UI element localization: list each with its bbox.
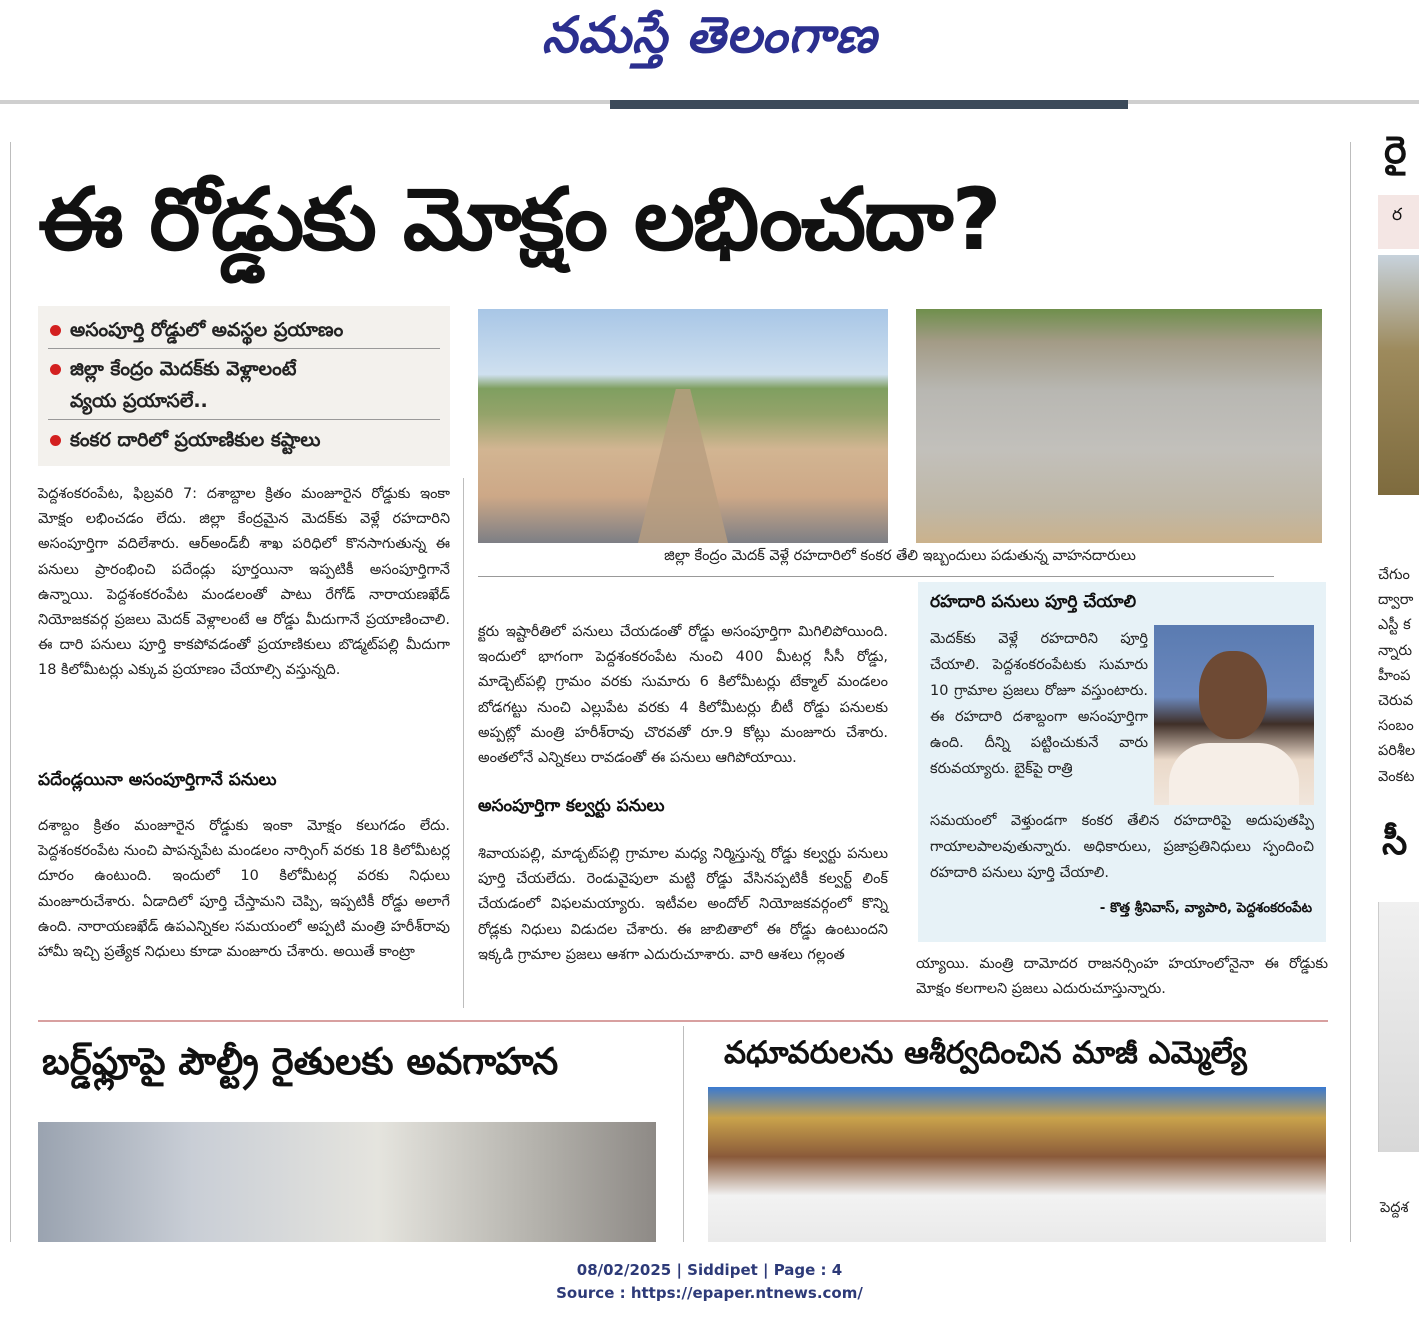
highlight-item: జిల్లా కేంద్రం మెదక్‌కు వెళ్లాలంటే వ్యయ ప్రయాసలే.. bbox=[48, 353, 440, 420]
article-subhead-1: పదేండ్లయినా అసంపూర్తిగానే పనులు bbox=[38, 770, 277, 790]
side-section-headline: సీ bbox=[1382, 822, 1408, 863]
highlight-item: అసంపూర్తి రోడ్డులో అవస్థల ప్రయాణం bbox=[48, 314, 440, 349]
newspaper-page bbox=[0, 110, 1419, 1242]
article-subhead-2: అసంపూర్తిగా కల్వర్టు పనులు bbox=[478, 796, 665, 816]
highlights-box bbox=[38, 306, 450, 466]
newspaper-logo: నమస్తే తెలంగాణ bbox=[541, 6, 878, 64]
face-shape bbox=[1199, 651, 1267, 739]
masthead bbox=[0, 0, 1419, 110]
side-photo bbox=[1378, 255, 1419, 495]
highlight-item: కంకర దారిలో ప్రయాణికుల కష్టాలు bbox=[48, 424, 440, 458]
adjacent-column bbox=[1352, 110, 1419, 1242]
article-column-3-para: య్యాయి. మంత్రి దామోదర రాజనర్సింహ హయాంలోనైనా ఈ రోడ్డుకు మోక్షం కలగాలని ప్రజలు ఎదురుచూస్తున్నారు. bbox=[916, 956, 1328, 998]
section-divider bbox=[38, 1020, 1328, 1022]
article-headline: ఈ రోడ్డుకు మోక్షం లభించదా? bbox=[38, 170, 1000, 270]
page-footer bbox=[0, 1242, 1419, 1323]
shirt-shape bbox=[1169, 743, 1299, 805]
bullet-icon bbox=[50, 364, 61, 375]
masthead-accent-bar bbox=[610, 100, 1128, 109]
left-border bbox=[10, 142, 11, 1242]
article-column-1-para-2: దశాబ్దం క్రితం మంజూరైన రోడ్డుకు ఇంకా మోక్షం కలుగడం లేదు. పెద్దశంకరంపేట నుంచి పాపన్నపేట మండలం నార్సింగ్ వరకు 18 కిలోమీటర్ల దూరం ఉంటుంది. ఇందులో 10 కిలోమీటర్ల వరకు నిధులు మంజూరుచేశారు. ఏడాదిలో పూర్తి చేస్తామని చెప్పి, ఇప్పటికీ రోడ్డు అలాగే ఉంది. నారాయణఖేడ్ ఉపఎన్నికల సమయంలో అప్పటి మంత్రి హరీశ్‌రావు హామీ ఇచ్చి ప్రత్యేక నిధులు కూడా మంజూరు చేశారు. అయితే కాంట్రా bbox=[38, 818, 450, 961]
article-column-1-para-1: పెద్దశంకరంపేట, ఫిబ్రవరి 7: దశాబ్దాల క్రితం మంజూరైన రోడ్డుకు ఇంకా మోక్షం లభించడం లేదు. జిల్లా కేంద్రమైన మెదక్‌కు వెళ్లే రహదారిని అసంపూర్తిగా వదిలేశారు. ఆర్‌అండ్‌బీ శాఖ పరిధిలో కొనసాగుతున్న ఈ పనులు ప్రారంభించి పదేండ్లు పూర్తయినా ఇప్పటికీ అసంపూర్తిగానే ఉన్నాయి. పెద్దశంకరంపేట మండలంతో పాటు రేగోడ్ నారాయణఖేడ్ నియోజకవర్గ ప్రజలు మెదక్ వెళ్లాలంటే ఆ రోడ్డు మీదుగానే ప్రయాణించాలి. ఈ దారి పనులు పూర్తి కాకపోవడంతో ప్రయాణికులు బొడ్మట్‌పల్లి మీదుగా 18 కిలోమీటర్లు ఎక్కువ ప్రయాణం చేయాల్సి వస్తున్నది. bbox=[38, 486, 450, 679]
side-photo-2 bbox=[1378, 902, 1419, 1152]
side-headline: రై bbox=[1384, 128, 1407, 172]
bullet-icon bbox=[50, 325, 61, 336]
bird-flu-headline: బర్డ్‌ఫ్లూపై పౌల్ట్రీ రైతులకు అవగాహన bbox=[42, 1040, 559, 1083]
road-photo-2 bbox=[916, 309, 1322, 543]
column-divider-right bbox=[1350, 142, 1351, 1242]
wedding-headline: వధూవరులను ఆశీర్వదించిన మాజీ ఎమ్మెల్యే bbox=[724, 1035, 1247, 1071]
quote-text-part-1: మెదక్‌కు వెళ్లే రహదారిని పూర్తి చేయాలి. పెద్దశంకరంపేటకు సుమారు 10 గ్రామాల ప్రజలు రోజూ వస్తుంటారు. ఈ రహదారి దశాబ్దంగా అసంపూర్తిగా ఉంది. దీన్ని పట్టించుకునే వారు కరువయ్యారు. బైక్‌పై రాత్రి bbox=[930, 631, 1148, 777]
side-text: చేగుం ద్వారా ఎస్టీ క న్నారు హీంప చెరువ సంబం పరిశీల వెంకట bbox=[1378, 567, 1416, 785]
quote-box bbox=[918, 582, 1326, 942]
quote-signature: - కొత్త శ్రీనివాస్, వ్యాపారి, పెద్దశంకరంపేట bbox=[1099, 900, 1312, 916]
article-column-2-para-2: శివాయపల్లి, మాడ్చట్‌పల్లి గ్రామాల మధ్య నిర్మిస్తున్న రోడ్డు కల్వర్టు పనులు పూర్తి చేయలేదు. రెండువైపులా మట్టి రోడ్డు వేసినప్పటికీ కల్వర్ట్ లింక్ చేయడంలో విఫలమయ్యారు. ఇటీవల అందోల్ నియోజకవర్గంలో కొన్ని రోడ్లకు నిధులు విడుదల చేశారు. ఈ జాబితాలో ఈ రోడ్డు ఉంటుందని ఇక్కడి గ్రామాల ప్రజలు ఆశగా ఎదురుచూశారు. వారి ఆశలు గల్లంత bbox=[478, 846, 888, 963]
road-shape bbox=[638, 389, 728, 543]
source-link[interactable]: Source : https://epaper.ntnews.com/ bbox=[556, 1284, 863, 1302]
article-column-2-para-1: క్టరు ఇష్టారీతిలో పనులు చేయడంతో రోడ్డు అసంపూర్తిగా మిగిలిపోయింది. ఇందులో భాగంగా పెద్దశంకరంపేట నుంచి 400 మీటర్ల సీసీ రోడ్డు, మాడ్చెట్‌పల్లి గ్రామం వరకు సుమారు 6 కిలోమీటర్లు టేక్మాల్ మండలం బోడగట్టు నుంచి ఎల్లుపేట వరకు 4 కిలోమీటర్లు బీటీ రోడ్డు పనులకు అప్పట్లో మంత్రి హరీశ్‌రావు చొరవతో రూ.9 కోట్లు మంజూరు చేశారు. అంతలోనే ఎన్నికలు రావడంతో ఈ పనులు ఆగిపోయాయి. bbox=[478, 624, 888, 767]
bottom-divider bbox=[683, 1026, 684, 1242]
side-footer-text: పెద్దశ bbox=[1380, 1200, 1409, 1216]
wedding-photo bbox=[708, 1087, 1326, 1242]
column-divider-1 bbox=[463, 478, 464, 1008]
quote-box-title: రహదారి పనులు పూర్తి చేయాలి bbox=[930, 592, 1137, 612]
quote-text-part-2: సమయంలో వెళ్తుండగా కంకర తేలిన రహదారిపై అదుపుతప్పి గాయాలపాలవుతున్నారు. అధికారులు, ప్రజాప్రతినిధులు స్పందించి రహదారి పనులు పూర్తి చేయాలి. bbox=[930, 813, 1314, 881]
bullet-icon bbox=[50, 435, 61, 446]
edition-info: 08/02/2025 | Siddipet | Page : 4 bbox=[576, 1261, 843, 1279]
road-photo-1 bbox=[478, 309, 888, 543]
photo-caption: జిల్లా కేంద్రం మెదక్ వెళ్లే రహదారిలో కంకర తేలి ఇబ్బందులు పడుతున్న వాహనదారులు bbox=[664, 548, 1136, 564]
bird-flu-photo bbox=[38, 1122, 656, 1242]
person-photo bbox=[1154, 625, 1314, 805]
side-subhead: ర bbox=[1378, 195, 1419, 249]
caption-rule bbox=[478, 576, 1274, 577]
